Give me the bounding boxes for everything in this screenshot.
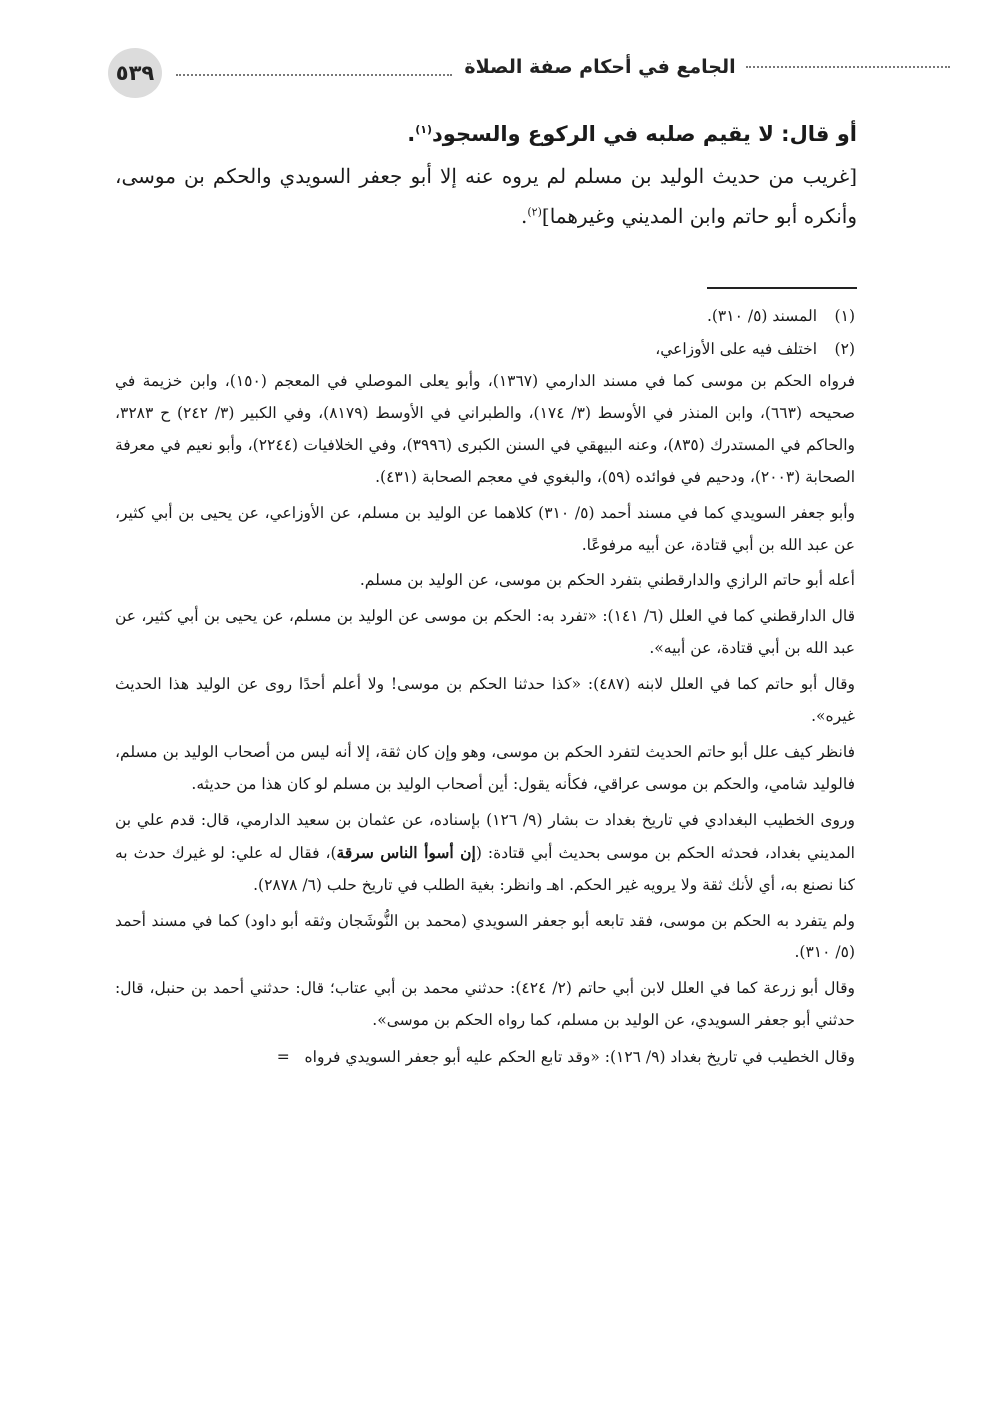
- paragraph-7-start: وروى الخطيب البغدادي في تاريخ بغداد ت بشار (٩/ ١٢٦) بإسناده، عن عثمان بن سعيد الدارمي، قال: قدم علي بن المديني بغداد، فحدثه الحكم بن موسى بحديث أبي قتادة: (: [115, 810, 855, 862]
- heading-end: .: [407, 122, 416, 146]
- footnote-separator: [707, 287, 857, 289]
- footnote-ref-1: (١): [415, 123, 433, 136]
- footnote-2: [115, 333, 855, 366]
- paragraph-10-text: وقال الخطيب في تاريخ بغداد (٩/ ١٢٦): «وقد تابع الحكم عليه أبو جعفر السويدي فرواه: [304, 1048, 855, 1067]
- footnote-ref-2: (٢): [527, 205, 542, 219]
- footnote-paragraph-9: وقال أبو زرعة كما في العلل لابن أبي حاتم (٢/ ٤٢٤): حدثني محمد بن أبي عتاب؛ قال: حدثني أحمد بن حنبل، قال: حدثني أبو جعفر السويدي، عن الوليد بن مسلم، كما رواه الحكم بن موسى».: [115, 979, 855, 1030]
- footnote-paragraph-10: [115, 1041, 855, 1073]
- footnotes: [115, 300, 855, 1073]
- header-dotted-rule-right: [746, 66, 950, 68]
- footnote-paragraph-1: فرواه الحكم بن موسى كما في مسند الدارمي (١٣٦٧)، وأبو يعلى الموصلي في المعجم (١٥٠)، وابن خزيمة في صحيحه (٦٦٣)، وابن المنذر في الأوسط (٣/ ١٧٤)، والطبراني في الأوسط (٨١٧٩)، وفي الكبير (٣/ ٢٤٢) ح ٣٢٨٣، والحاكم في المستدرك (٨٣٥)، وعنه البيهقي في السنن الكبرى (٣٩٩٦)، وفي الخلافيات (٢٢٤٤)، وأبو نعيم في معرفة الصحابة (٢٠٠٣)، ودحيم في فوائده (٥٩)، والبغوي في معجم الصحابة (٤٣١).: [115, 372, 856, 486]
- hadith-heading: [115, 112, 857, 156]
- footnote-paragraph-2: وأبو جعفر السويدي كما في مسند أحمد (٥/ ٣١٠) كلاهما عن الوليد بن مسلم، عن الأوزاعي، عن يحيى بن أبي كثير، عن عبد الله بن أبي قتادة، عن أبيه مرفوعًا.: [115, 503, 855, 554]
- header-dotted-rule-left: [176, 74, 452, 76]
- page-number: ٥٣٩: [108, 48, 162, 98]
- hadith-quote-bold: إن أسوأ الناس سرقة: [336, 842, 476, 862]
- footnote-paragraph-6: فانظر كيف علل أبو حاتم الحديث لتفرد الحكم بن موسى، وهو وإن كان ثقة، إلا أنه ليس من أصحاب الوليد بن مسلم، فالوليد شامي، والحكم بن موسى عراقي، فكأنه يقول: أين أصحاب الوليد بن مسلم لو كان هذا من حديثه.: [115, 742, 855, 793]
- footnote-1-text: المسند (٥/ ٣١٠).: [706, 307, 817, 325]
- page-header: [108, 48, 844, 100]
- footnote-paragraph-7: [115, 805, 855, 902]
- continuation-mark: =: [276, 1048, 290, 1067]
- grading-text: [غريب من حديث الوليد بن مسلم لم يروه عنه إلا أبو جعفر السويدي والحكم بن موسى، وأنكره أبو حاتم وابن المديني وغيرهما]: [115, 164, 857, 228]
- footnote-1-number: (١): [834, 307, 855, 325]
- paragraph-7-end: )، فقال له علي: لو غيرك حدث به كنا نصنع به، أي لأنك ثقة ولا يرويه غير الحكم. اهـ وانظر: بغية الطلب في تاريخ حلب (٦/ ٢٨٧٨).: [115, 843, 855, 894]
- footnote-paragraph-4: قال الدارقطني كما في العلل (٦/ ١٤١): «تفرد به: الحكم بن موسى عن الوليد بن مسلم، عن يحيى بن أبي كثير، عن عبد الله بن أبي قتادة، عن أبيه».: [115, 607, 855, 658]
- grading-paragraph: [115, 156, 857, 236]
- footnote-paragraph-3: أعله أبو حاتم الرازي والدارقطني بتفرد الحكم بن موسى، عن الوليد بن مسلم.: [359, 571, 855, 590]
- footnote-paragraph-8: ولم يتفرد به الحكم بن موسى، فقد تابعه أبو جعفر السويدي (محمد بن النُّوشَجان وثقه أبو داود) كما في مسند أحمد (٥/ ٣١٠).: [115, 911, 855, 962]
- heading-text: أو قال: لا يقيم صلبه في الركوع والسجود: [432, 122, 857, 146]
- grading-end: .: [521, 204, 528, 228]
- footnote-1: [115, 300, 855, 333]
- footnote-2-intro: اختلف فيه على الأوزاعي،: [655, 340, 817, 358]
- footnote-2-number: (٢): [834, 340, 855, 358]
- running-title: الجامع في أحكام صفة الصلاة: [464, 56, 736, 78]
- footnote-paragraph-5: وقال أبو حاتم كما في العلل لابنه (٤٨٧): «كذا حدثنا الحكم بن موسى! ولا أعلم أحدًا روى عن الوليد هذا الحديث غيره».: [115, 675, 856, 726]
- main-text: [115, 112, 857, 236]
